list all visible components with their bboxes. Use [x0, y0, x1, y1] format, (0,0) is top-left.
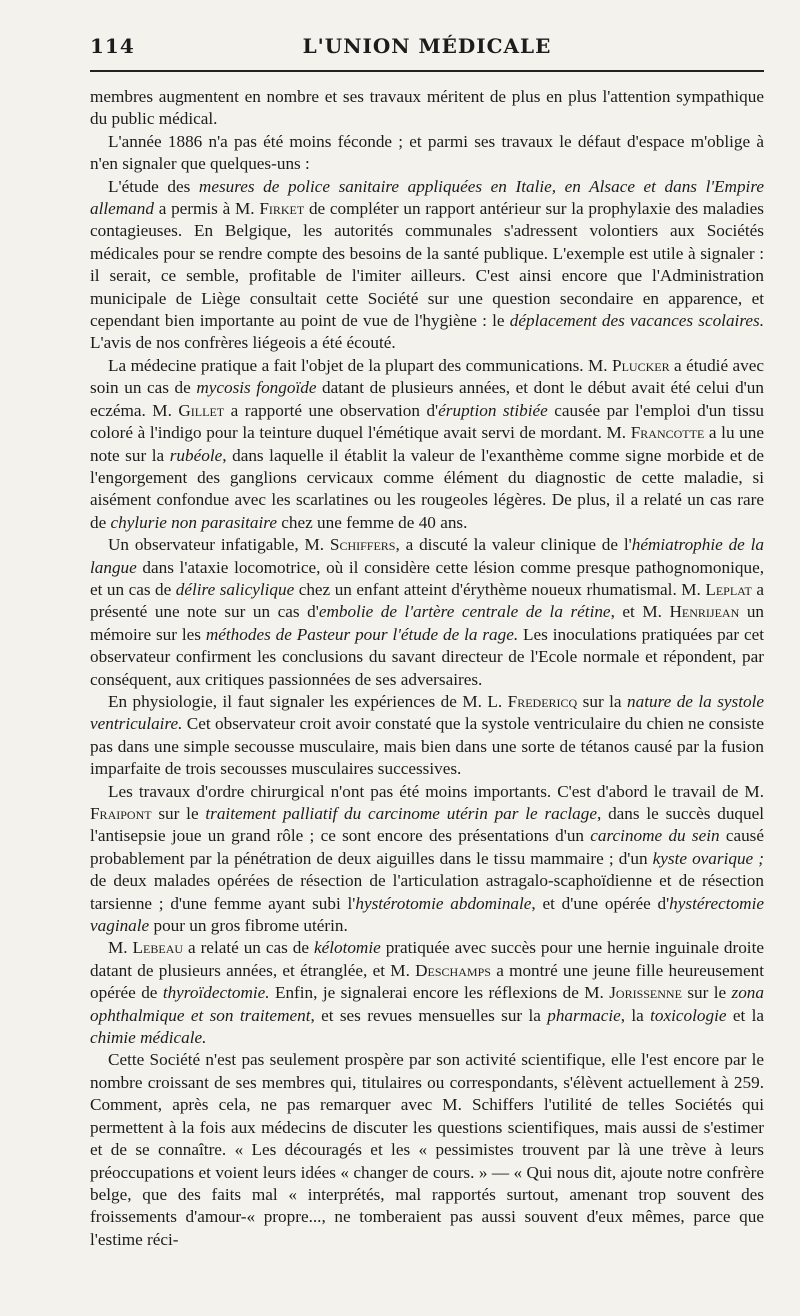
text-run: un mémoire sur les [90, 602, 765, 644]
text-run: de compléter un rapport antérieur sur la prophylaxie des maladies contagieuses. En Belgique, les autorités communales s'adressent volontiers aux Sociétés médicales pour se rendre compte des besoins de la santé publique. L'exemple est utile à signaler : il serait, ce semble, profitable de l'imiter ailleurs. C'est ainsi encore que l'Administration municipale de Liège consultait cette Société sur une question secondaire en apparence, et cependant bien importante au point de vue de l'hygiène : le [90, 199, 764, 331]
text-run: sur le [151, 804, 206, 823]
paragraph [90, 355, 764, 534]
author-name: Deschamps [415, 960, 491, 980]
italic-term: carcinome du sein [590, 826, 720, 846]
text-run: a lu une note sur la [90, 423, 764, 465]
running-title: L'UNION MÉDICALE [302, 34, 552, 58]
text-run: , et M. [610, 602, 670, 622]
text-run: M. [108, 938, 133, 958]
author-name: Fraipont [90, 804, 152, 823]
italic-term: éruption stibiée [438, 400, 548, 420]
text-run: a rapporté une observation d' [224, 400, 439, 420]
italic-term: délire salicylique [175, 579, 295, 599]
text-run: a montré une jeune fille heureusement opérée de [90, 960, 764, 1003]
text-run: , et d'une opérée d' [531, 893, 670, 913]
text-run: Cet observateur croit avoir constaté que la systole ventriculaire du chien ne consiste pas dans une simple secousse musculaire, mais bien dans une sorte de tétanos causé par la fusion imparfaite de trois secousses musculaires successives. [90, 714, 764, 779]
italic-term: méthodes de Pasteur pour l'étude de la rage. [205, 624, 519, 644]
author-name: Jorissenne [609, 983, 682, 1003]
italic-term: déplacement des vacances scolaires. [509, 311, 764, 331]
text-run: Un observateur infatigable, M. [108, 535, 330, 555]
italic-term: mesures de police sanitaire appliquées en Italie, en Alsace et dans l'Empire allemand [90, 176, 764, 219]
text-run: a présenté une note sur un cas d' [90, 579, 764, 622]
text-run: En physiologie, il faut signaler les expériences de M. L. [108, 691, 508, 711]
paragraph [90, 86, 764, 131]
text-run: Enfin, je signalerai encore les réflexions de M. [269, 983, 610, 1003]
text-run: La médecine pratique a fait l'objet de la plupart des communications. M. [108, 355, 613, 375]
text-run: sur la [577, 691, 628, 711]
text-run: L'année 1886 n'a pas été moins féconde ; et parmi ses travaux le défaut d'espace m'oblige à n'en signaler que quelques-uns : [90, 131, 764, 174]
author-name: Leplat [705, 579, 752, 599]
text-run: Cette Société n'est pas seulement prospère par son activité scientifique, elle l'est encore par le nombre croissant de ses membres qui, titulaires ou correspondants, s'élèvent actuellement à 259. Comment, après cela, ne pas remarquer avec M. Schiffers l'utilité de telles Sociétés qui permettent à la fois aux médecins de discuter les questions scientifiques, mais aussi de s'estimer et de se connaître. « Les découragés et les « pessimistes trouvent par là une trève à leurs préoccupations et voient leurs idées « changer de cours. » — « Qui nous dit, ajoute notre confrère belge, que des faits mal « interprétés, mal rapportés surtout, amenant trop souvent des froissements d'amour-« propre..., ne tomberaient pas aussi souvent d'eux mêmes, parce que l'estime réci- [90, 1050, 764, 1249]
author-name: Schiffers [329, 535, 396, 555]
text-run: sur le [681, 983, 732, 1003]
article-body [90, 86, 764, 1251]
paragraph [90, 691, 764, 781]
paragraph [90, 781, 764, 938]
text-run: chez une femme de 40 ans. [276, 512, 468, 532]
italic-term: hystérotomie abdominale [355, 893, 532, 913]
italic-term: kélotomie [313, 938, 381, 958]
text-run: , et ses revues mensuelles sur la [310, 1005, 548, 1025]
italic-term: nature de la systole ventriculaire. [90, 691, 764, 734]
text-run: , dans le succès duquel l'antisepsie joue un grand rôle ; ce sont encore des présentations d'un [90, 804, 764, 846]
italic-term: traitement palliatif du carcinome utérin par le raclage [205, 804, 597, 823]
header-rule [90, 70, 764, 72]
text-run: L'avis de nos confrères liégeois a été écouté. [90, 333, 396, 353]
paragraph [90, 176, 764, 355]
text-run: causée par l'emploi d'un tissu coloré à l'indigo pour la teinture duquel l'émétique avait servi de mordant. M. [90, 400, 764, 443]
italic-term: embolie de l'artère centrale de la rétine [318, 602, 611, 622]
italic-term: zona ophthalmique et son traitement [90, 983, 764, 1025]
author-name: Henrijean [669, 602, 740, 622]
author-name: Fredericq [507, 691, 578, 711]
text-run: Les travaux d'ordre chirurgical n'ont pas été moins importants. C'est d'abord le travail de M. [108, 781, 764, 801]
italic-term: hystérectomie vaginale [90, 893, 764, 936]
text-run: causé probablement par la pénétration de deux aiguilles dans le tissu mammaire ; d'un [90, 826, 764, 868]
paragraph [90, 1049, 764, 1251]
paragraph [90, 534, 764, 691]
italic-term: thyroïdectomie. [162, 983, 270, 1003]
text-run: Les inoculations pratiquées par cet observateur confirment les conclusions du savant directeur de l'Ecole normale et répondent, par conséquent, aux critiques passionnées de ses adversaires. [90, 624, 765, 689]
text-run: a étudié avec soin un cas de [90, 355, 764, 398]
italic-term: chylurie non parasitaire [110, 512, 277, 532]
text-run: , la [620, 1005, 651, 1025]
page-header [90, 34, 764, 70]
text-run: L'étude des [108, 176, 199, 196]
author-name: Lebeau [132, 938, 184, 958]
text-run: pratiquée avec succès pour une hernie inguinale droite datant de plusieurs années, et étranglée, et M. [90, 938, 764, 980]
italic-term: rubéole [169, 445, 223, 465]
italic-term: chimie médicale. [90, 1028, 207, 1048]
italic-term: toxicologie [650, 1005, 727, 1025]
paragraph [90, 131, 764, 176]
text-run: membres augmentent en nombre et ses travaux méritent de plus en plus l'attention sympathique du public médical. [90, 87, 764, 129]
page-number: 114 [90, 34, 135, 58]
author-name: Firket [259, 199, 305, 219]
italic-term: kyste ovarique ; [652, 848, 764, 868]
author-name: Gillet [178, 400, 225, 420]
text-run: et la [726, 1005, 765, 1025]
text-run: pour un gros fibrome utérin. [149, 916, 348, 936]
text-run: , a discuté la valeur clinique de l' [395, 535, 632, 555]
text-run: dans l'ataxie locomotrice, où il considère cette lésion comme presque pathognomonique, et un cas de [90, 557, 764, 599]
text-run: a permis à M. [153, 199, 260, 219]
italic-term: pharmacie [547, 1005, 621, 1025]
italic-term: mycosis fongoïde [196, 378, 317, 398]
text-run: de deux malades opérées de résection de l'articulation astragalo-scaphoïdienne et de résection tarsienne ; d'une femme ayant subi l' [90, 871, 764, 913]
author-name: Francotte [630, 423, 705, 443]
italic-term: hémiatrophie de la langue [90, 535, 765, 577]
author-name: Plucker [612, 355, 670, 375]
text-run: , dans laquelle il établit la valeur de l'exanthème comme signe morbide et de l'engorgement des ganglions cervicaux comme élément du diagnostic de cette maladie, si aisément confondue avec les scarlatines ou les rougeoles légères. De plus, il a relaté un cas rare de [90, 445, 764, 532]
paragraph [90, 937, 764, 1049]
text-run: a relaté un cas de [183, 938, 314, 958]
text-run: chez un enfant atteint d'érythème noueux rhumatismal. M. [294, 579, 706, 599]
text-run: datant de plusieurs années, et dont le début avait été celui d'un eczéma. M. [90, 378, 764, 420]
